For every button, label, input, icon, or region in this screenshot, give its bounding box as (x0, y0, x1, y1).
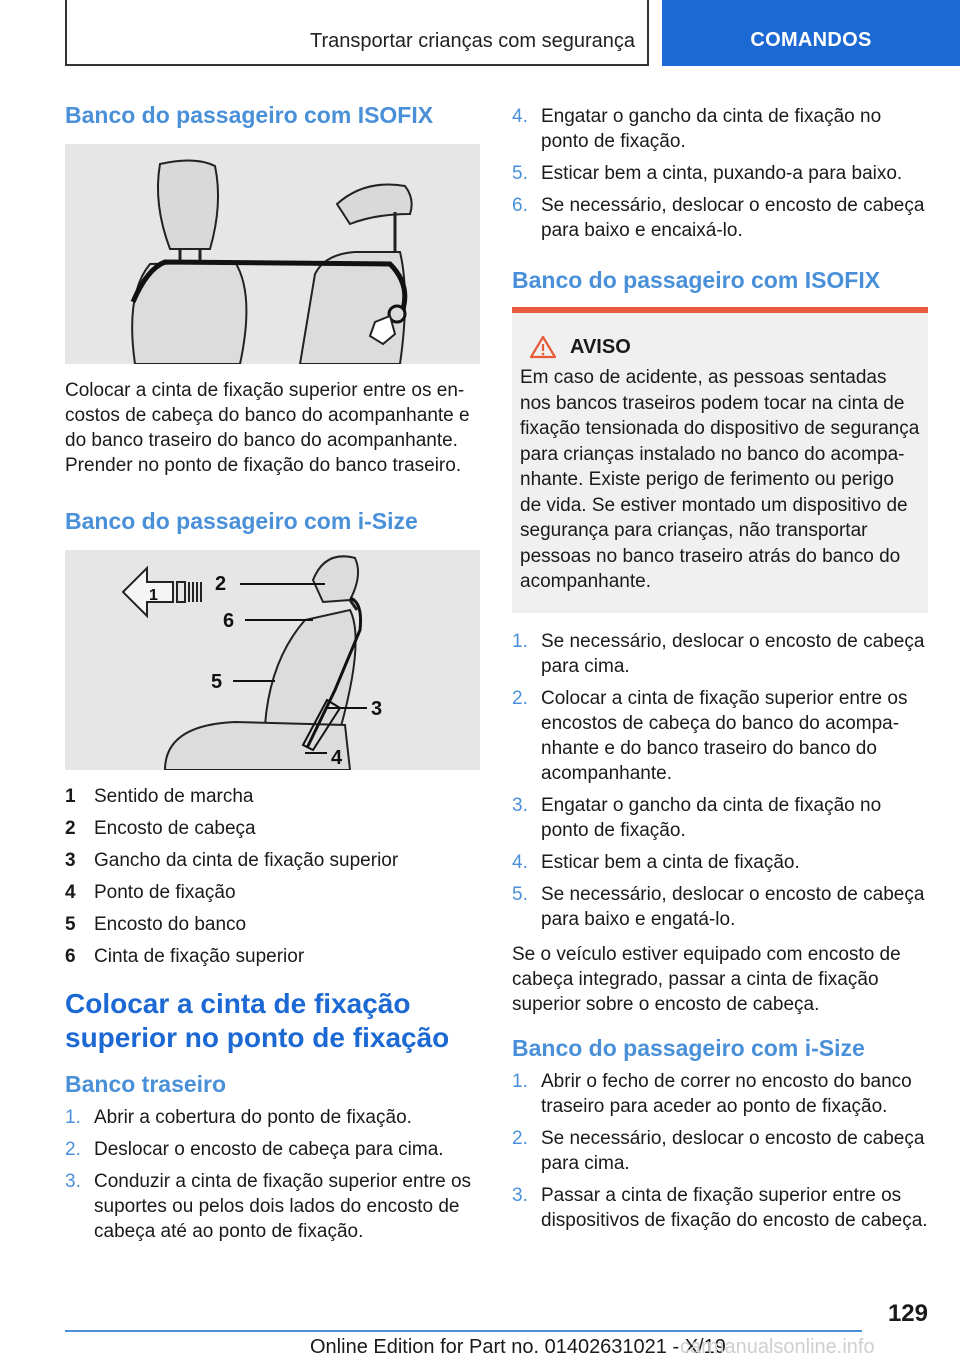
list-item: 1. Se necessário, deslocar o encosto de cabeça para cima. (512, 630, 925, 677)
warning-title: AVISO (570, 335, 631, 358)
list-item: 6. Se necessário, deslocar o encosto de cabeça para baixo e encaixá-lo. (512, 195, 925, 241)
page-header (0, 0, 960, 66)
fig-label-1: 1 (149, 587, 158, 604)
header-title: Transportar crianças com segurança (310, 30, 635, 52)
fig-label-6: 6 (223, 610, 235, 632)
fig-label-3: 3 (371, 698, 383, 720)
legend-item: 6 Cinta de fixação superior (65, 946, 305, 967)
list-item: 3. Passar a cinta de fixação superior entre os dispositivos de fixação do encosto de cabeça. (512, 1184, 928, 1231)
fig-label-5: 5 (211, 671, 223, 693)
section-tab[interactable]: COMANDOS (662, 0, 960, 66)
warning-triangle-icon (530, 335, 556, 359)
isofix-seats-illustration (65, 144, 480, 364)
right-column (512, 104, 928, 1243)
section-title-isize: Banco do passageiro com i-Size (65, 508, 418, 534)
isofix-steps (512, 629, 928, 932)
list-item: 5. Esticar bem a cinta, puxando-a para baixo. (512, 163, 903, 184)
rear-seat-steps-continued (512, 104, 928, 243)
legend-item: 4 Ponto de fixação (65, 882, 236, 903)
header-title-box (65, 0, 649, 66)
list-item: 1. Abrir a cobertura do ponto de fixação. (65, 1107, 412, 1128)
list-item: 4. Engatar o gancho da cinta de fixação no ponto de fixação. (512, 106, 882, 152)
isize-steps (512, 1069, 928, 1233)
figure-isofix-seats (65, 144, 480, 364)
fig-label-2: 2 (215, 573, 227, 595)
figure-isize-seat (65, 550, 480, 770)
legend-item: 1 Sentido de marcha (65, 786, 254, 807)
watermark: carmanualsonline.info (680, 1336, 875, 1358)
edition-footer: Online Edition for Part no. 01402631021 - X/19 (310, 1336, 726, 1358)
legend-item: 3 Gancho da cinta de fixação superior (65, 850, 399, 871)
rear-seat-steps (65, 1105, 480, 1244)
chapter-title: Colocar a cinta de fixação superior no ponto de fixação (65, 988, 450, 1053)
list-item: 2. Deslocar o encosto de cabeça para cima. (65, 1139, 444, 1160)
legend-item: 2 Encosto de cabeça (65, 818, 256, 839)
section-title-isofix: Banco do passageiro com ISOFIX (65, 102, 434, 128)
warning-box (512, 307, 928, 613)
legend-item: 5 Encosto do banco (65, 914, 247, 935)
left-column (65, 100, 480, 1254)
list-item: 2. Se necessário, deslocar o encosto de cabeça para cima. (512, 1127, 925, 1174)
integrated-headrest-note: Se o veículo estiver equipado com encosto de cabeça integrado, passar a cinta de fixação superior sobre o encosto de cabeça. (512, 943, 901, 1015)
section-title-isofix-2: Banco do passageiro com ISOFIX (512, 267, 881, 293)
list-item: 1. Abrir o fecho de correr no encosto do banco traseiro para aceder ao ponto de fixação. (512, 1070, 912, 1117)
isofix-instruction-text: Colocar a cinta de fixação superior entre os encostos de cabeça do banco do acompanhante e do banco traseiro do banco do acompanhante. Prender no ponto de fixação do banco traseiro. (65, 380, 470, 476)
warning-text: Em caso de acidente, as pessoas sentadas nos bancos traseiros podem tocar na cinta de fixação tensionada do dispositivo de segurança para crianças instalado no banco do acompanhante. Existe perigo de ferimento ou perigo de vida. Se estiver montado um dispositivo de segurança para crianças, não transportar pessoas no banco traseiro atrás do banco do acompanhante. (520, 367, 920, 592)
isize-legend (65, 784, 480, 969)
list-item: 5. Se necessário, deslocar o encosto de cabeça para baixo e engatá-lo. (512, 883, 925, 930)
footer-divider (65, 1330, 862, 1332)
subsection-title-rear-seat: Banco traseiro (65, 1071, 227, 1097)
page-number: 129 (887, 1300, 928, 1327)
list-item: 3. Conduzir a cinta de fixação superior entre os suportes ou pelos dois lados do encosto de cabeça até ao ponto de fixação. (65, 1171, 472, 1242)
isize-seat-illustration (65, 550, 480, 770)
list-item: 3. Engatar o gancho da cinta de fixação no ponto de fixação. (512, 794, 882, 841)
warning-header (520, 335, 920, 359)
section-title-isize-2: Banco do passageiro com i-Size (512, 1034, 865, 1061)
list-item: 4. Esticar bem a cinta de fixação. (512, 851, 800, 873)
fig-label-4: 4 (331, 747, 343, 769)
list-item: 2. Colocar a cinta de fixação superior entre os encostos de cabeça do banco do acompanhante e do banco traseiro do banco do acompanhante. (512, 687, 908, 784)
